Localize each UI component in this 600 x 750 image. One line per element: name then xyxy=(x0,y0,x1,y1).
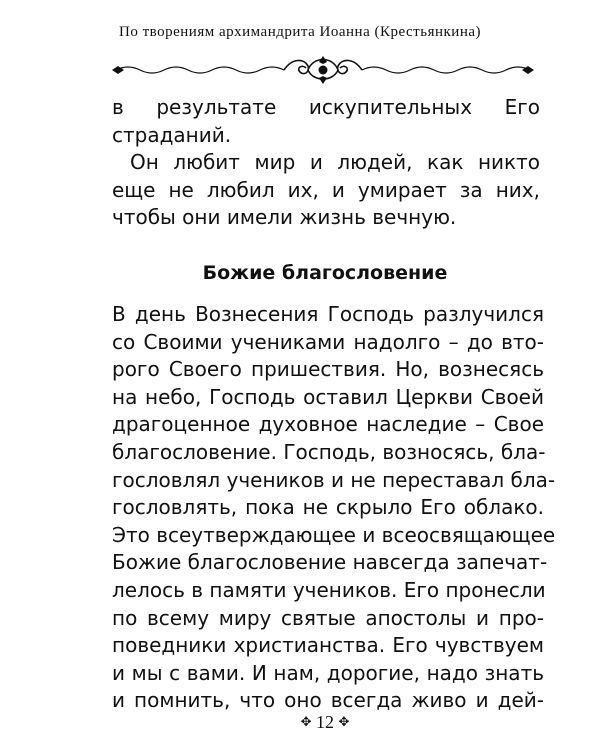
page-number-left-ornament-icon: ✥ xyxy=(300,714,312,729)
text-line: и мы с вами. И нам, дорогие, надо знать xyxy=(112,660,544,685)
section-title: Божие благословение xyxy=(202,262,448,284)
text-line: лелось в памяти учеников. Его пронесли xyxy=(112,577,546,602)
text-line: по всему миру святые апостолы и про- xyxy=(112,605,544,630)
running-header: По творениям архимандрита Иоанна (Крестьянкина) xyxy=(119,24,481,40)
intro-paragraph-2: Он любит мир и людей, как никто еще не любил их, и умирает за них, чтобы они имели жизнь вечную. xyxy=(112,150,540,230)
text-line: со Своими учениками надолго – до вто- xyxy=(112,329,544,354)
page-number-footer xyxy=(0,712,600,733)
text-line: рого Своего пришествия. Но, вознесясь xyxy=(112,357,544,382)
text-line: и помнить, что оно всегда живо и дей- xyxy=(112,688,544,713)
text-line: гословлял учеников и не переставал бла- xyxy=(112,467,556,492)
text-line: поведники христианства. Его чувствуем xyxy=(112,633,544,658)
text-line: драгоценное духовное наследие – Свое xyxy=(112,412,544,437)
text-line: В день Вознесения Господь разлучился xyxy=(112,302,544,326)
page-number: 12 xyxy=(316,712,334,732)
section-body xyxy=(112,301,556,715)
text-line: на небо, Господь оставил Церкви Своей xyxy=(112,384,544,409)
intro-text xyxy=(112,94,540,232)
decorative-divider-icon xyxy=(108,50,538,86)
page-number-right-ornament-icon: ✥ xyxy=(338,714,350,729)
text-line: гословлять, пока не скрыло Его облако. xyxy=(112,495,544,520)
intro-paragraph-1: в результате искупительных Его страданий. xyxy=(112,95,540,147)
text-line: благословение. Господь, возносясь, бла- xyxy=(112,439,546,464)
text-line: Божие благословение навсегда запечат- xyxy=(112,550,548,575)
text-line: Это всеутверждающее и всеосвящающее xyxy=(112,522,556,547)
